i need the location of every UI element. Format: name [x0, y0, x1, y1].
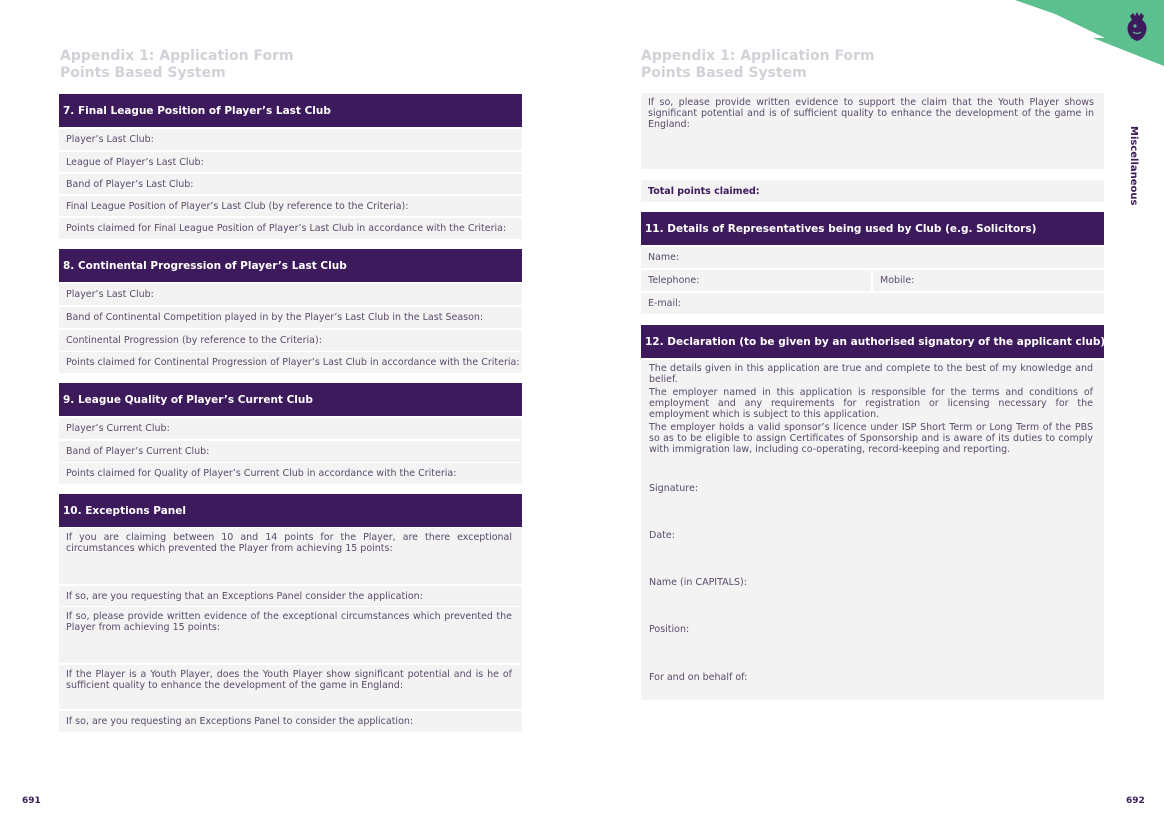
section-9-header: 9. League Quality of Player’s Current Club: [59, 383, 522, 416]
s11-mobile-field[interactable]: Mobile:: [873, 270, 1104, 291]
right-title-line1: Appendix 1: Application Form: [641, 48, 875, 64]
section-side-label: Miscellaneous: [1128, 126, 1139, 206]
left-page-title: [60, 48, 294, 82]
s9-points-field[interactable]: Points claimed for Quality of Player’s Current Club in accordance with the Criteria:: [59, 463, 522, 484]
s11-telephone-field[interactable]: Telephone:: [641, 270, 871, 291]
section-10-header: 10. Exceptions Panel: [59, 494, 522, 527]
s7-band-field[interactable]: Band of Player’s Last Club:: [59, 174, 522, 194]
lion-crest-icon: [1124, 12, 1150, 42]
s9-band-field[interactable]: Band of Player’s Current Club:: [59, 441, 522, 462]
declaration-paragraph-3: The employer holds a valid sponsor’s licence under ISP Short Term or Long Term of the PBS so as to be eligible to assign Certificates of Sponsorship and is aware of its duties to comply with immigration law, including co-operating, record-keeping and reporting.: [649, 422, 1093, 455]
section-11-header: 11. Details of Representatives being used by Club (e.g. Solicitors): [641, 212, 1104, 245]
s7-last-club-field[interactable]: Player’s Last Club:: [59, 129, 522, 150]
s9-current-club-field[interactable]: Player’s Current Club:: [59, 418, 522, 439]
section-12-header: 12. Declaration (to be given by an authorised signatory of the applicant club): [641, 325, 1104, 358]
s10-youth-player-field[interactable]: If the Player is a Youth Player, does the Youth Player show significant potential and is he of sufficient quality to enhance the development of the game in England:: [59, 665, 522, 709]
s8-band-field[interactable]: Band of Continental Competition played in by the Player’s Last Club in the Last Season:: [59, 307, 522, 328]
declaration-paragraph-2: The employer named in this application is responsible for the terms and conditions of employment and any requirements for registration or licensing necessary for the employment which is subject to this application.: [649, 387, 1093, 420]
declaration-block: [641, 360, 1104, 700]
right-page-number: 692: [1126, 796, 1145, 806]
position-field[interactable]: Position:: [649, 624, 690, 635]
total-points-field[interactable]: Total points claimed:: [641, 180, 1104, 202]
s7-points-field[interactable]: Points claimed for Final League Position of Player’s Last Club in accordance with the Criteria:: [59, 218, 522, 239]
s10-written-evidence-field[interactable]: If so, please provide written evidence of the exceptional circumstances which prevented the Player from achieving 15 points:: [59, 607, 522, 663]
s8-points-field[interactable]: Points claimed for Continental Progression of Player’s Last Club in accordance with the Criteria:: [59, 352, 522, 373]
s7-final-position-field[interactable]: Final League Position of Player’s Last Club (by reference to the Criteria):: [59, 196, 522, 216]
section-8-header: 8. Continental Progression of Player’s Last Club: [59, 249, 522, 282]
s8-progression-field[interactable]: Continental Progression (by reference to the Criteria):: [59, 330, 522, 351]
s7-league-field[interactable]: League of Player’s Last Club:: [59, 152, 522, 172]
right-title-line2: Points Based System: [641, 65, 807, 81]
s8-last-club-field[interactable]: Player’s Last Club:: [59, 284, 522, 305]
s10-exceptional-circumstances-field[interactable]: If you are claiming between 10 and 14 points for the Player, are there exceptional circumstances which prevented the Player from achieving 15 points:: [59, 528, 522, 584]
s10-request-panel-field[interactable]: If so, are you requesting that an Exceptions Panel consider the application:: [59, 586, 522, 606]
name-capitals-field[interactable]: Name (in CAPITALS):: [649, 577, 747, 588]
youth-evidence-field[interactable]: If so, please provide written evidence to support the claim that the Youth Player shows significant potential and is of sufficient quality to enhance the development of the game in England:: [641, 93, 1104, 169]
left-title-line2: Points Based System: [60, 65, 226, 81]
left-title-line1: Appendix 1: Application Form: [60, 48, 294, 64]
s11-name-field[interactable]: Name:: [641, 247, 1104, 268]
s10-youth-request-panel-field[interactable]: If so, are you requesting an Exceptions Panel to consider the application:: [59, 711, 522, 732]
declaration-paragraph-1: The details given in this application are true and complete to the best of my knowledge and belief.: [649, 363, 1093, 385]
s11-email-field[interactable]: E-mail:: [641, 293, 1104, 314]
section-7-header: 7. Final League Position of Player’s Last Club: [59, 94, 522, 127]
right-page-title: [641, 48, 875, 82]
date-field[interactable]: Date:: [649, 530, 675, 541]
left-page-number: 691: [22, 796, 41, 806]
signature-field[interactable]: Signature:: [649, 483, 699, 494]
on-behalf-field[interactable]: For and on behalf of:: [649, 672, 748, 683]
